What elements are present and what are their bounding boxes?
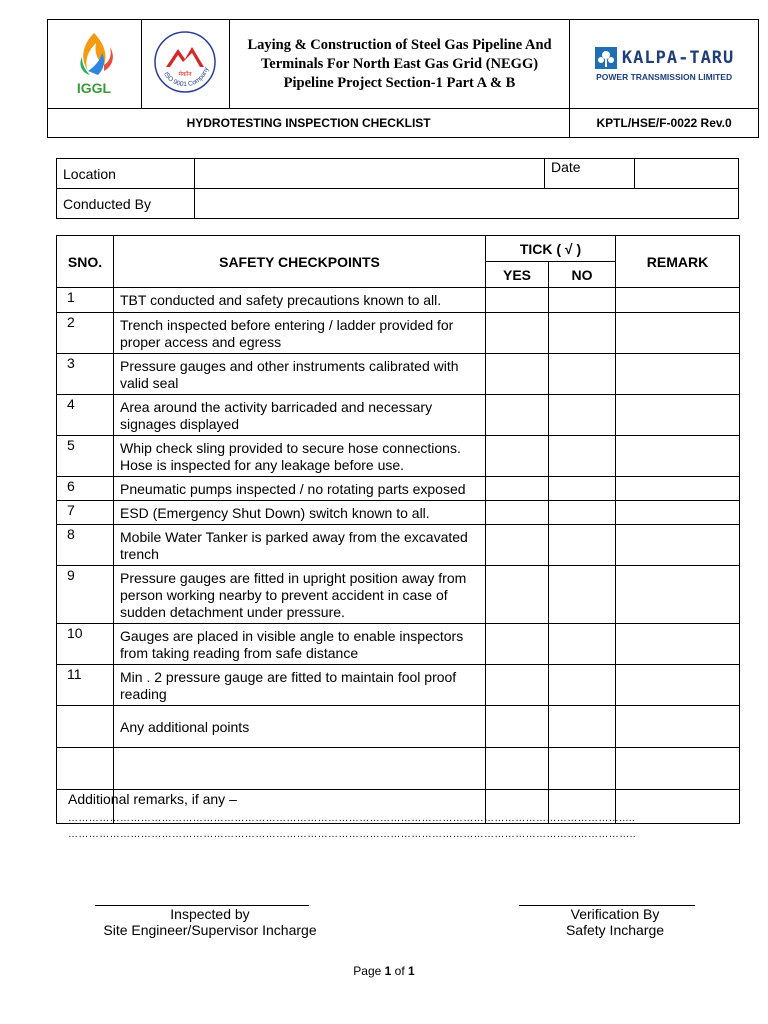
row-checkpoint: Gauges are placed in visible angle to enable inspectors from taking reading from safe distance xyxy=(114,624,486,665)
checklist-row xyxy=(57,624,740,665)
col-header-checkpoints: SAFETY CHECKPOINTS xyxy=(114,236,486,288)
checklist-row xyxy=(57,477,740,501)
iso-company-logo xyxy=(152,29,218,95)
page-of: of xyxy=(391,964,409,978)
page-current: 1 xyxy=(384,964,392,978)
remark-cell[interactable] xyxy=(616,624,740,665)
row-sno-empty[interactable] xyxy=(57,748,114,790)
additional-remarks-label: Additional remarks, if any – xyxy=(68,791,237,807)
page-total: 1 xyxy=(408,964,415,978)
row-checkpoint: ESD (Emergency Shut Down) switch known to all. xyxy=(114,501,486,525)
yes-cell[interactable] xyxy=(486,477,549,501)
page-number xyxy=(0,964,768,978)
yes-cell[interactable] xyxy=(486,313,549,354)
row-sno: 4 xyxy=(57,395,114,436)
no-cell[interactable] xyxy=(549,477,616,501)
yes-cell[interactable] xyxy=(486,566,549,624)
remarks-dotted-line-1[interactable]: ……………………………………………………………………………………………………………………………………………..... xyxy=(68,813,636,824)
checklist-row xyxy=(57,525,740,566)
checklist-row xyxy=(57,436,740,477)
no-cell[interactable] xyxy=(549,288,616,313)
yes-cell[interactable] xyxy=(486,501,549,525)
row-sno: 5 xyxy=(57,436,114,477)
inspector-signature-block xyxy=(80,906,340,938)
safety-checklist-table xyxy=(56,235,740,824)
title-line-3: Pipeline Project Section-1 Part A & B xyxy=(283,74,516,91)
no-cell[interactable] xyxy=(549,624,616,665)
verifier-role: Safety Incharge xyxy=(565,922,665,938)
row-checkpoint: Area around the activity barricaded and necessary signages displayed xyxy=(114,395,486,436)
remark-cell[interactable] xyxy=(616,501,740,525)
location-label: Location xyxy=(57,159,195,189)
kalpataru-emblem-icon xyxy=(594,46,618,70)
conducted-by-field[interactable] xyxy=(195,189,739,219)
blank-checkpoint-cell[interactable] xyxy=(114,748,486,790)
row-sno: 11 xyxy=(57,665,114,706)
col-header-sno: SNO. xyxy=(57,236,114,288)
row-checkpoint: TBT conducted and safety precautions known to all. xyxy=(114,288,486,313)
row-sno: 9 xyxy=(57,566,114,624)
iso-logo-text: ISO 9001 Company xyxy=(162,66,211,88)
col-header-tick: TICK ( √ ) xyxy=(486,236,616,262)
document-header xyxy=(47,19,759,138)
row-sno: 3 xyxy=(57,354,114,395)
remark-cell[interactable] xyxy=(616,354,740,395)
no-cell[interactable] xyxy=(549,395,616,436)
row-checkpoint: Trench inspected before entering / ladder provided for proper access and egress xyxy=(114,313,486,354)
row-sno: 7 xyxy=(57,501,114,525)
row-sno: 1 xyxy=(57,288,114,313)
remark-cell[interactable] xyxy=(616,525,740,566)
date-label: Date xyxy=(544,159,634,189)
row-checkpoint: Mobile Water Tanker is parked away from the excavated trench xyxy=(114,525,486,566)
remark-cell[interactable] xyxy=(616,665,740,706)
additional-points-row xyxy=(57,706,740,748)
yes-cell[interactable] xyxy=(486,436,549,477)
row-checkpoint: Pressure gauges are fitted in upright position away from person working nearby to prevent accident in case of sudden detachment under pressure. xyxy=(114,566,486,624)
verification-by-label: Verification By xyxy=(570,906,660,922)
yes-cell[interactable] xyxy=(486,395,549,436)
remark-cell[interactable] xyxy=(616,313,740,354)
form-title: HYDROTESTING INSPECTION CHECKLIST xyxy=(48,109,570,138)
row-sno: 10 xyxy=(57,624,114,665)
info-table xyxy=(56,158,739,219)
yes-cell[interactable] xyxy=(486,354,549,395)
row-sno: 2 xyxy=(57,313,114,354)
remark-cell[interactable] xyxy=(616,288,740,313)
row-checkpoint: Pneumatic pumps inspected / no rotating parts exposed xyxy=(114,477,486,501)
no-cell[interactable] xyxy=(549,525,616,566)
remark-cell[interactable] xyxy=(616,477,740,501)
no-cell[interactable] xyxy=(549,665,616,706)
remark-cell[interactable] xyxy=(616,566,740,624)
remark-cell[interactable] xyxy=(616,436,740,477)
kalpataru-logo xyxy=(570,46,758,70)
checklist-row xyxy=(57,288,740,313)
title-line-2: Terminals For North East Gas Grid (NEGG) xyxy=(260,55,539,72)
no-cell[interactable] xyxy=(549,566,616,624)
iggl-logo-text: IGGL xyxy=(77,79,112,96)
yes-cell[interactable] xyxy=(486,665,549,706)
col-header-remark: REMARK xyxy=(616,236,740,288)
title-line-1: Laying & Construction of Steel Gas Pipeline And xyxy=(247,36,552,53)
checklist-row xyxy=(57,665,740,706)
iggl-logo-cell xyxy=(48,20,142,109)
no-cell[interactable] xyxy=(549,436,616,477)
checklist-row xyxy=(57,501,740,525)
no-cell[interactable] xyxy=(549,354,616,395)
row-sno: 6 xyxy=(57,477,114,501)
project-title xyxy=(229,20,569,109)
remark-cell[interactable] xyxy=(616,706,740,748)
row-sno: 8 xyxy=(57,525,114,566)
row-sno-empty xyxy=(57,706,114,748)
additional-points-label: Any additional points xyxy=(114,706,486,748)
checklist-row xyxy=(57,566,740,624)
page-prefix: Page xyxy=(353,964,385,978)
checklist-row xyxy=(57,313,740,354)
checklist-row xyxy=(57,354,740,395)
inspector-role: Site Engineer/Supervisor Incharge xyxy=(103,922,317,938)
remark-cell[interactable] xyxy=(616,395,740,436)
form-code: KPTL/HSE/F-0022 Rev.0 xyxy=(570,109,759,138)
checklist-row xyxy=(57,395,740,436)
kalpataru-logo-cell xyxy=(570,20,759,109)
verifier-signature-block xyxy=(500,906,730,938)
no-cell[interactable] xyxy=(549,501,616,525)
remarks-dotted-line-2[interactable]: ……………………………………………………………………………………………………………………………………………….. xyxy=(68,829,636,840)
date-field[interactable] xyxy=(634,159,738,189)
remark-cell[interactable] xyxy=(616,748,740,790)
yes-cell[interactable] xyxy=(486,624,549,665)
kalpataru-brand-text: KALPA-TARU xyxy=(621,48,735,68)
kalpataru-subtitle: POWER TRANSMISSION LIMITED xyxy=(596,72,733,82)
conducted-by-label: Conducted By xyxy=(57,189,195,219)
col-header-no: NO xyxy=(549,262,616,288)
col-header-yes: YES xyxy=(486,262,549,288)
yes-cell[interactable] xyxy=(486,706,549,748)
no-cell[interactable] xyxy=(549,748,616,790)
row-checkpoint: Whip check sling provided to secure hose connections. Hose is inspected for any leakage before use. xyxy=(114,436,486,477)
iso-logo-cell xyxy=(141,20,229,109)
no-cell[interactable] xyxy=(549,313,616,354)
no-cell[interactable] xyxy=(549,706,616,748)
svg-text:मेकॉन: मेकॉन xyxy=(178,71,192,78)
inspected-by-label: Inspected by xyxy=(170,906,250,922)
yes-cell[interactable] xyxy=(486,525,549,566)
location-field[interactable] xyxy=(195,159,545,189)
row-checkpoint: Pressure gauges and other instruments calibrated with valid seal xyxy=(114,354,486,395)
row-checkpoint: Min . 2 pressure gauge are fitted to maintain fool proof reading xyxy=(114,665,486,706)
blank-row xyxy=(57,748,740,790)
iggl-logo xyxy=(64,27,124,97)
yes-cell[interactable] xyxy=(486,288,549,313)
yes-cell[interactable] xyxy=(486,748,549,790)
